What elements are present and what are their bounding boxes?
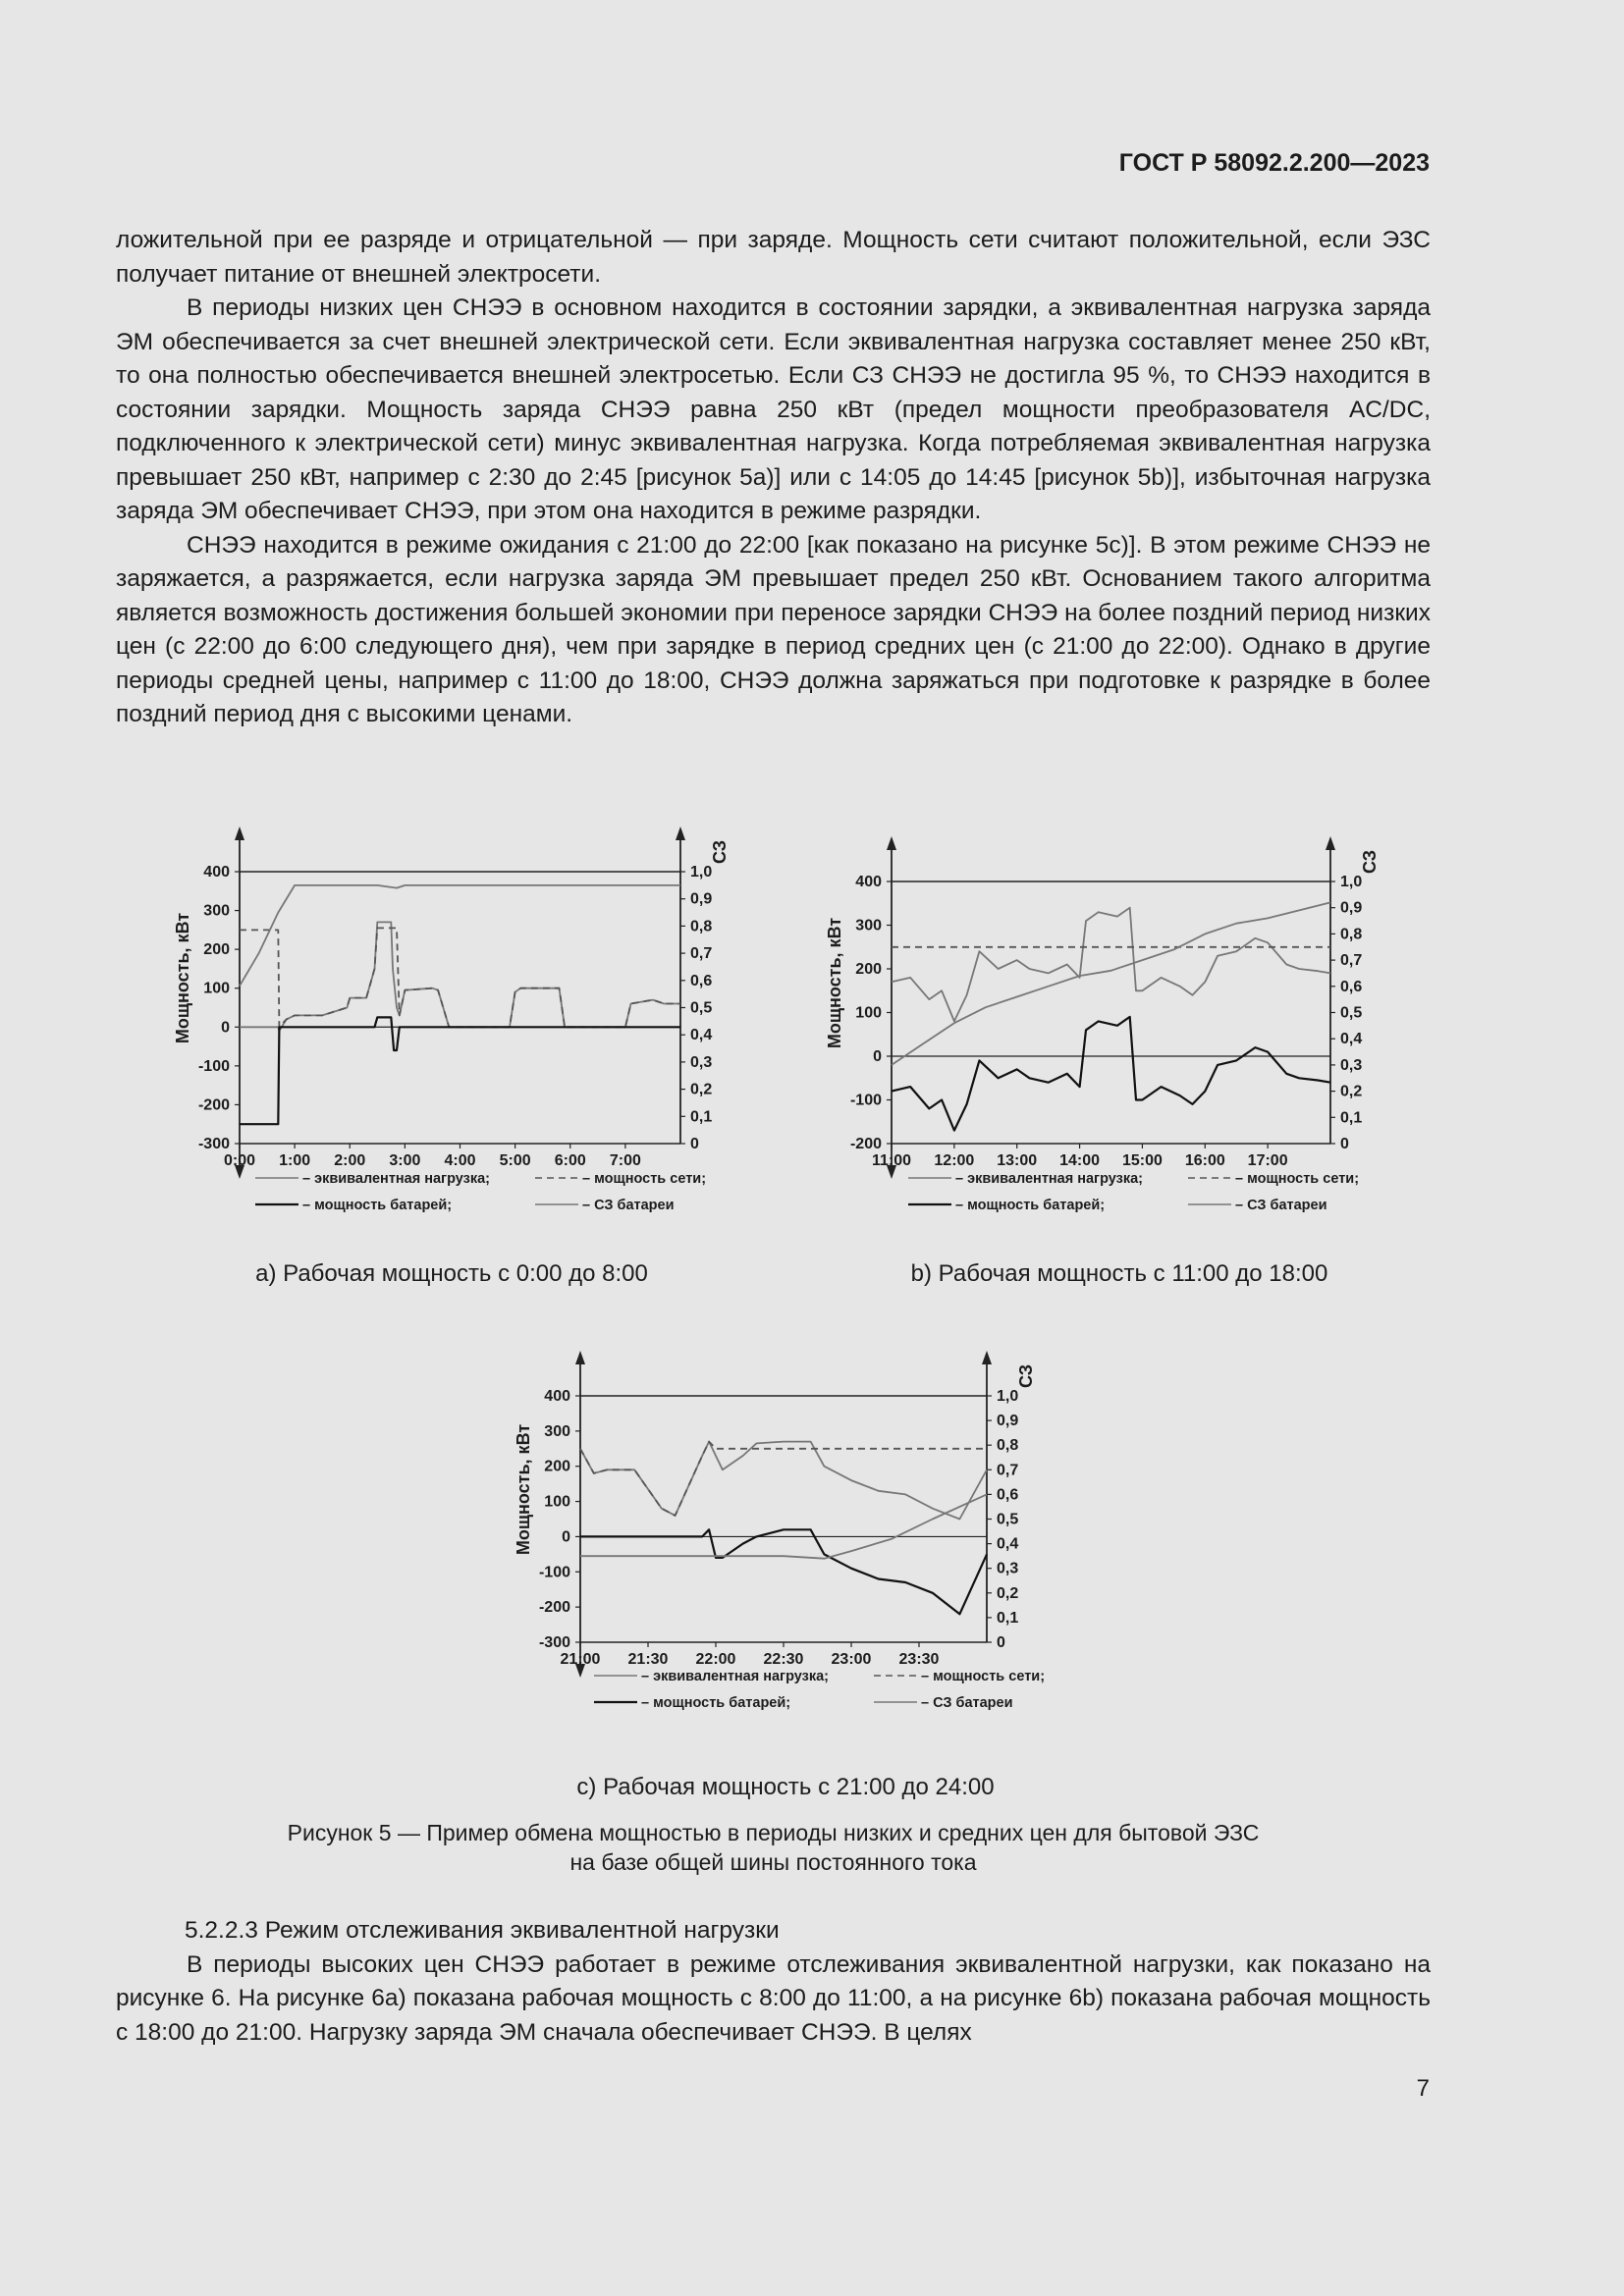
- chart-b-y2-tick-label: 0,9: [1340, 899, 1363, 917]
- chart-a-x-tick-label: 6:00: [554, 1152, 586, 1169]
- chart-a-y2-axis-label: СЗ: [710, 839, 730, 865]
- chart-a-y2-tick-label: 0,1: [690, 1108, 713, 1126]
- chart-a-y2-tick-label: 0: [690, 1136, 699, 1152]
- chart-c-x-tick-label: 22:00: [695, 1651, 736, 1668]
- chart-b-legend-label-grid: – мощность сети;: [1235, 1171, 1360, 1187]
- chart-c-arrow-up-icon: [982, 1351, 992, 1364]
- document-code: ГОСТ Р 58092.2.200—2023: [1118, 149, 1430, 177]
- chart-b-plot: [805, 815, 1434, 1232]
- chart-b-y2-tick-label: 0,6: [1340, 978, 1363, 995]
- chart-a-y-tick-label: 300: [203, 902, 230, 920]
- chart-a-x-tick-label: 3:00: [389, 1152, 421, 1169]
- chart-a-y-tick-label: -100: [197, 1057, 230, 1075]
- chart-b-series-equiv: [892, 908, 1330, 1022]
- chart-c-x-tick-label: 22:30: [763, 1651, 804, 1668]
- chart-c-series-equiv: [580, 1442, 987, 1520]
- chart-c: [481, 1347, 1090, 1730]
- figure-caption-line: Рисунок 5 — Пример обмена мощностью в периоды низких и средних цен для бытовой ЭЗС: [287, 1820, 1260, 1845]
- chart-b-legend-label-equiv: – эквивалентная нагрузка;: [955, 1171, 1143, 1187]
- chart-a-plot: [147, 815, 756, 1232]
- chart-b-y2-tick-label: 1,0: [1340, 874, 1363, 890]
- chart-c-legend-label-equiv: – эквивалентная нагрузка;: [641, 1669, 829, 1684]
- chart-a-x-tick-label: 0:00: [223, 1152, 256, 1169]
- chart-b-y2-tick-label: 0,8: [1340, 926, 1363, 943]
- chart-c-y-tick-label: -200: [538, 1599, 570, 1617]
- chart-b-y-tick-label: -100: [849, 1092, 882, 1109]
- chart-a-legend-label-grid: – мощность сети;: [582, 1171, 707, 1187]
- chart-c-y-tick-label: 200: [544, 1458, 570, 1475]
- chart-a-y-tick-label: -300: [197, 1136, 230, 1152]
- chart-a-y-tick-label: 400: [203, 864, 230, 881]
- chart-a-legend-label-soc: – СЗ батареи: [582, 1198, 675, 1213]
- chart-c-x-tick-label: 23:00: [831, 1651, 872, 1668]
- chart-c-y-tick-label: -300: [538, 1634, 570, 1651]
- chart-b-y-tick-label: 400: [855, 874, 882, 890]
- chart-a-series-grid: [240, 928, 680, 1027]
- chart-c-x-tick-label: 23:30: [898, 1651, 940, 1668]
- chart-a-y2-tick-label: 0,9: [690, 890, 713, 908]
- chart-a-series-battery: [240, 1017, 680, 1124]
- chart-c-y-tick-label: 100: [544, 1493, 570, 1511]
- chart-c-y-axis-label: Мощность, кВт: [514, 1423, 533, 1556]
- chart-c-x-tick-label: 21:00: [560, 1651, 601, 1668]
- chart-b-y2-tick-label: 0,3: [1340, 1056, 1363, 1074]
- chart-a-y-tick-label: 200: [203, 941, 230, 959]
- chart-c-y2-tick-label: 0,5: [997, 1511, 1019, 1528]
- chart-c-y2-tick-label: 0,4: [997, 1535, 1019, 1553]
- chart-c-arrow-up-icon: [575, 1351, 585, 1364]
- chart-c-series-battery: [580, 1529, 987, 1614]
- page-number: 7: [1416, 2075, 1430, 2102]
- chart-b-x-tick-label: 14:00: [1059, 1152, 1101, 1169]
- chart-a-caption: a) Рабочая мощность с 0:00 до 8:00: [255, 1260, 648, 1287]
- chart-c-y2-tick-label: 1,0: [997, 1388, 1019, 1405]
- chart-b-x-tick-label: 12:00: [934, 1152, 975, 1169]
- chart-b-x-tick-label: 13:00: [997, 1152, 1038, 1169]
- chart-b: [805, 815, 1434, 1232]
- chart-c-legend-label-battery: – мощность батарей;: [641, 1695, 791, 1711]
- chart-a-arrow-up-icon: [235, 827, 244, 840]
- chart-b-y-tick-label: 300: [855, 917, 882, 934]
- chart-b-y2-tick-label: 0,7: [1340, 952, 1363, 970]
- chart-b-y2-tick-label: 0,2: [1340, 1083, 1363, 1100]
- chart-a-series-soc: [240, 885, 680, 986]
- paragraph: СНЭЭ находится в режиме ожидания с 21:00 до 22:00 [как показано на рисунке 5c)]. В этом режиме СНЭЭ не заряжается, а разряжается, если нагрузка заряда ЭМ превышает предел 250 кВт. Основанием такого алгоритма является возможность достижения большей экономии при переносе зарядки СНЭЭ на более поздний период низких цен (с 22:00 до 6:00 следующего дня), чем при зарядке в период средних цен (с 21:00 до 22:00). Однако в другие периоды средней цены, например с 11:00 до 18:00, СНЭЭ должна заряжаться при подготовке к разрядке в более поздний период дня с высокими ценами.: [116, 531, 1431, 727]
- chart-a-y-axis-label: Мощность, кВт: [173, 912, 192, 1044]
- chart-a-y-tick-label: -200: [197, 1096, 230, 1114]
- section: [116, 1914, 1431, 2050]
- chart-a-x-tick-label: 4:00: [444, 1152, 476, 1169]
- chart-a-legend-label-equiv: – эквивалентная нагрузка;: [302, 1171, 490, 1187]
- paragraph: В периоды низких цен СНЭЭ в основном находится в состоянии зарядки, а эквивалентная нагрузка заряда ЭМ обеспечивается за счет внешней электрической сети. Если эквивалентная нагрузка составляет менее 250 кВт, то она полностью обеспечивается внешней электросетью. Если СЗ СНЭЭ не достигла 95 %, то СНЭЭ находится в состоянии зарядки. Мощность заряда СНЭЭ равна 250 кВт (предел мощности преобразователя AC/DC, подключенного к электрической сети) минус эквивалентная нагрузка. Когда потребляемая эквивалентная нагрузка превышает 250 кВт, например с 2:30 до 2:45 [рисунок 5a)] или с 14:05 до 14:45 [рисунок 5b)], избыточная нагрузка заряда ЭМ обеспечивает СНЭЭ, при этом она находится в режиме разрядки.: [116, 294, 1431, 524]
- chart-b-legend-label-soc: – СЗ батареи: [1235, 1198, 1327, 1213]
- chart-b-arrow-up-icon: [887, 836, 896, 850]
- chart-a-x-tick-label: 5:00: [499, 1152, 531, 1169]
- chart-a-y2-tick-label: 0,6: [690, 972, 713, 989]
- chart-c-plot: [481, 1347, 1090, 1730]
- chart-a-x-tick-label: 2:00: [334, 1152, 366, 1169]
- chart-c-y2-tick-label: 0,2: [997, 1584, 1019, 1602]
- paragraph: ложительной при ее разряде и отрицательной — при заряде. Мощность сети считают положительной, если ЭЗС получает питание от внешней электросети.: [116, 227, 1431, 288]
- figure-caption: [116, 1818, 1431, 1877]
- chart-c-y-tick-label: 300: [544, 1422, 570, 1440]
- chart-c-legend-label-soc: – СЗ батареи: [921, 1695, 1013, 1711]
- chart-c-y-tick-label: 400: [544, 1388, 570, 1405]
- chart-a-y2-tick-label: 0,5: [690, 999, 713, 1017]
- section-body: В периоды высоких цен СНЭЭ работает в режиме отслеживания эквивалентной нагрузки, как показано на рисунке 6. На рисунке 6a) показана рабочая мощность с 8:00 до 11:00, а на рисунке 6b) показана рабочая мощность с 18:00 до 21:00. Нагрузку заряда ЭМ сначала обеспечивает СНЭЭ. В целях: [116, 1950, 1431, 2046]
- chart-b-y-tick-label: 0: [873, 1048, 882, 1065]
- chart-a-y2-tick-label: 0,4: [690, 1027, 713, 1044]
- chart-b-x-tick-label: 16:00: [1184, 1152, 1225, 1169]
- chart-c-y2-tick-label: 0,1: [997, 1609, 1019, 1627]
- chart-c-y2-tick-label: 0,3: [997, 1560, 1019, 1577]
- chart-c-legend-label-grid: – мощность сети;: [921, 1669, 1046, 1684]
- figure-caption-line: на базе общей шины постоянного тока: [569, 1849, 977, 1875]
- chart-a-legend-label-battery: – мощность батарей;: [302, 1198, 453, 1213]
- chart-b-x-tick-label: 11:00: [871, 1152, 912, 1169]
- chart-c-y2-tick-label: 0,6: [997, 1486, 1019, 1504]
- chart-b-y2-tick-label: 0: [1340, 1136, 1349, 1152]
- section-heading: 5.2.2.3 Режим отслеживания эквивалентной нагрузки: [185, 1917, 780, 1944]
- chart-b-y2-tick-label: 0,4: [1340, 1031, 1363, 1048]
- chart-c-y2-tick-label: 0: [997, 1634, 1005, 1651]
- chart-b-y-tick-label: -200: [849, 1136, 882, 1152]
- chart-b-series-soc: [892, 902, 1330, 1065]
- chart-a-y2-tick-label: 1,0: [690, 864, 713, 881]
- chart-c-y2-axis-label: СЗ: [1016, 1363, 1036, 1389]
- chart-c-y-tick-label: 0: [562, 1528, 570, 1546]
- chart-a-arrow-up-icon: [676, 827, 685, 840]
- chart-c-y-tick-label: -100: [538, 1564, 570, 1581]
- chart-a: [147, 815, 756, 1232]
- chart-b-y-tick-label: 100: [855, 1004, 882, 1022]
- chart-b-y-axis-label: Мощность, кВт: [825, 917, 844, 1049]
- chart-a-y-tick-label: 0: [221, 1019, 230, 1037]
- chart-a-y2-tick-label: 0,8: [690, 918, 713, 935]
- chart-a-y2-tick-label: 0,7: [690, 945, 713, 963]
- chart-b-x-tick-label: 15:00: [1121, 1152, 1163, 1169]
- chart-b-x-tick-label: 17:00: [1247, 1152, 1288, 1169]
- chart-b-y2-tick-label: 0,5: [1340, 1004, 1363, 1022]
- chart-c-x-tick-label: 21:30: [627, 1651, 669, 1668]
- chart-a-y-tick-label: 100: [203, 980, 230, 997]
- chart-b-y-tick-label: 200: [855, 961, 882, 978]
- chart-b-series-battery: [892, 1017, 1330, 1131]
- chart-c-y2-tick-label: 0,8: [997, 1437, 1019, 1455]
- chart-b-y2-tick-label: 0,1: [1340, 1109, 1363, 1127]
- body-text: [116, 224, 1431, 732]
- chart-c-y2-tick-label: 0,7: [997, 1462, 1019, 1479]
- chart-a-y2-tick-label: 0,2: [690, 1081, 713, 1098]
- chart-b-legend-label-battery: – мощность батарей;: [955, 1198, 1106, 1213]
- chart-c-caption: c) Рабочая мощность с 21:00 до 24:00: [576, 1774, 995, 1800]
- chart-b-y2-axis-label: СЗ: [1360, 849, 1380, 875]
- chart-a-x-tick-label: 1:00: [279, 1152, 311, 1169]
- chart-b-arrow-up-icon: [1326, 836, 1335, 850]
- chart-a-x-tick-label: 7:00: [609, 1152, 641, 1169]
- chart-a-y2-tick-label: 0,3: [690, 1053, 713, 1071]
- chart-c-y2-tick-label: 0,9: [997, 1413, 1019, 1430]
- chart-b-caption: b) Рабочая мощность с 11:00 до 18:00: [910, 1260, 1328, 1287]
